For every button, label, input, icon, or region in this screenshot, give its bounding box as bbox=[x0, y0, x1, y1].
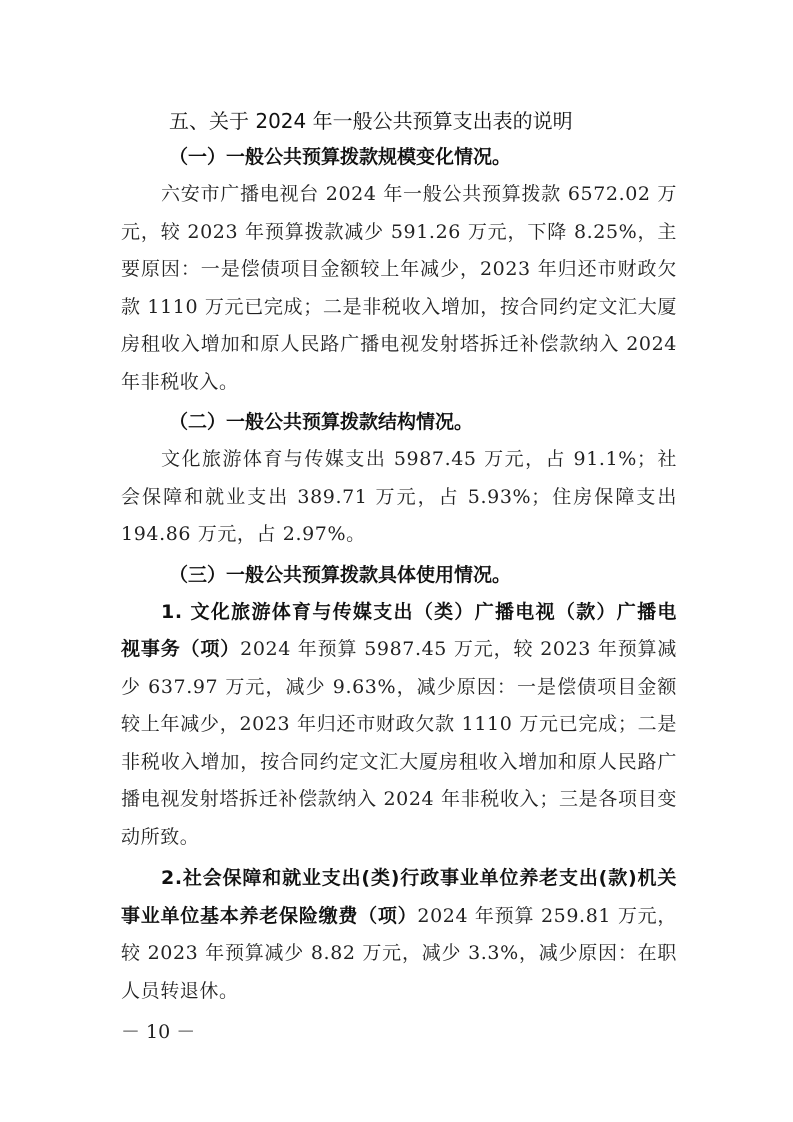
subheading-structure: （二）一般公共预算拨款结构情况。 bbox=[169, 411, 474, 433]
paragraph-scale-change: 六安市广播电视台 2024 年一般公共预算拨款 6572.02 万元，较 2023 年预算拨款减少 591.26 万元，下降 8.25%，主要原因：一是偿债项目金额较上年减少，2023 年归还市财政欠款 1110 万元已完成；二是非税收入增加，按合同约定文汇大厦房租收入增加和原人民路广播电视发射塔拆迁补偿款纳入 2024 年非税收入。 bbox=[121, 183, 677, 393]
subheading-specific-use: （三）一般公共预算拨款具体使用情况。 bbox=[169, 563, 512, 586]
subheading-scale-change: （一）一般公共预算拨款规模变化情况。 bbox=[169, 146, 512, 168]
item-paragraph-social-security bbox=[121, 860, 677, 1010]
paragraph-structure: 文化旅游体育与传媒支出 5987.45 万元，占 91.1%；社会保障和就业支出 389.71 万元，占 5.93%；住房保障支出 194.86 万元，占 2.97%。 bbox=[121, 448, 677, 545]
item-lead-culture-media: 1. 文化旅游体育与传媒支出（类）广播电视（款）广播电视事务（项） bbox=[121, 600, 677, 660]
item-text-social-security: 2024 年预算 259.81 万元，较 2023 年预算减少 8.82 万元，减少 3.3%，减少原因：在职人员转退休。 bbox=[121, 904, 677, 1002]
page-number: － 10 － bbox=[121, 1021, 196, 1043]
section-title: 五、关于 2024 年一般公共预算支出表的说明 bbox=[169, 109, 573, 133]
item-text-culture-media: 2024 年预算 5987.45 万元，较 2023 年预算减少 637.97 万元，减少 9.63%，减少原因：一是偿债项目金额较上年减少，2023 年归还市财政欠款 1110 万元已完成；二是非税收入增加，按合同约定文汇大厦房租收入增加和原人民路广播电视发射塔拆迁补偿款纳入 2024 年非税收入；三是各项目变动所致。 bbox=[121, 638, 678, 848]
document-body bbox=[121, 104, 677, 1014]
item-lead-social-security: 2.社会保障和就业支出(类)行政事业单位养老支出(款)机关事业单位基本养老保险缴费（项） bbox=[121, 867, 677, 927]
item-paragraph-culture-media bbox=[121, 594, 677, 857]
